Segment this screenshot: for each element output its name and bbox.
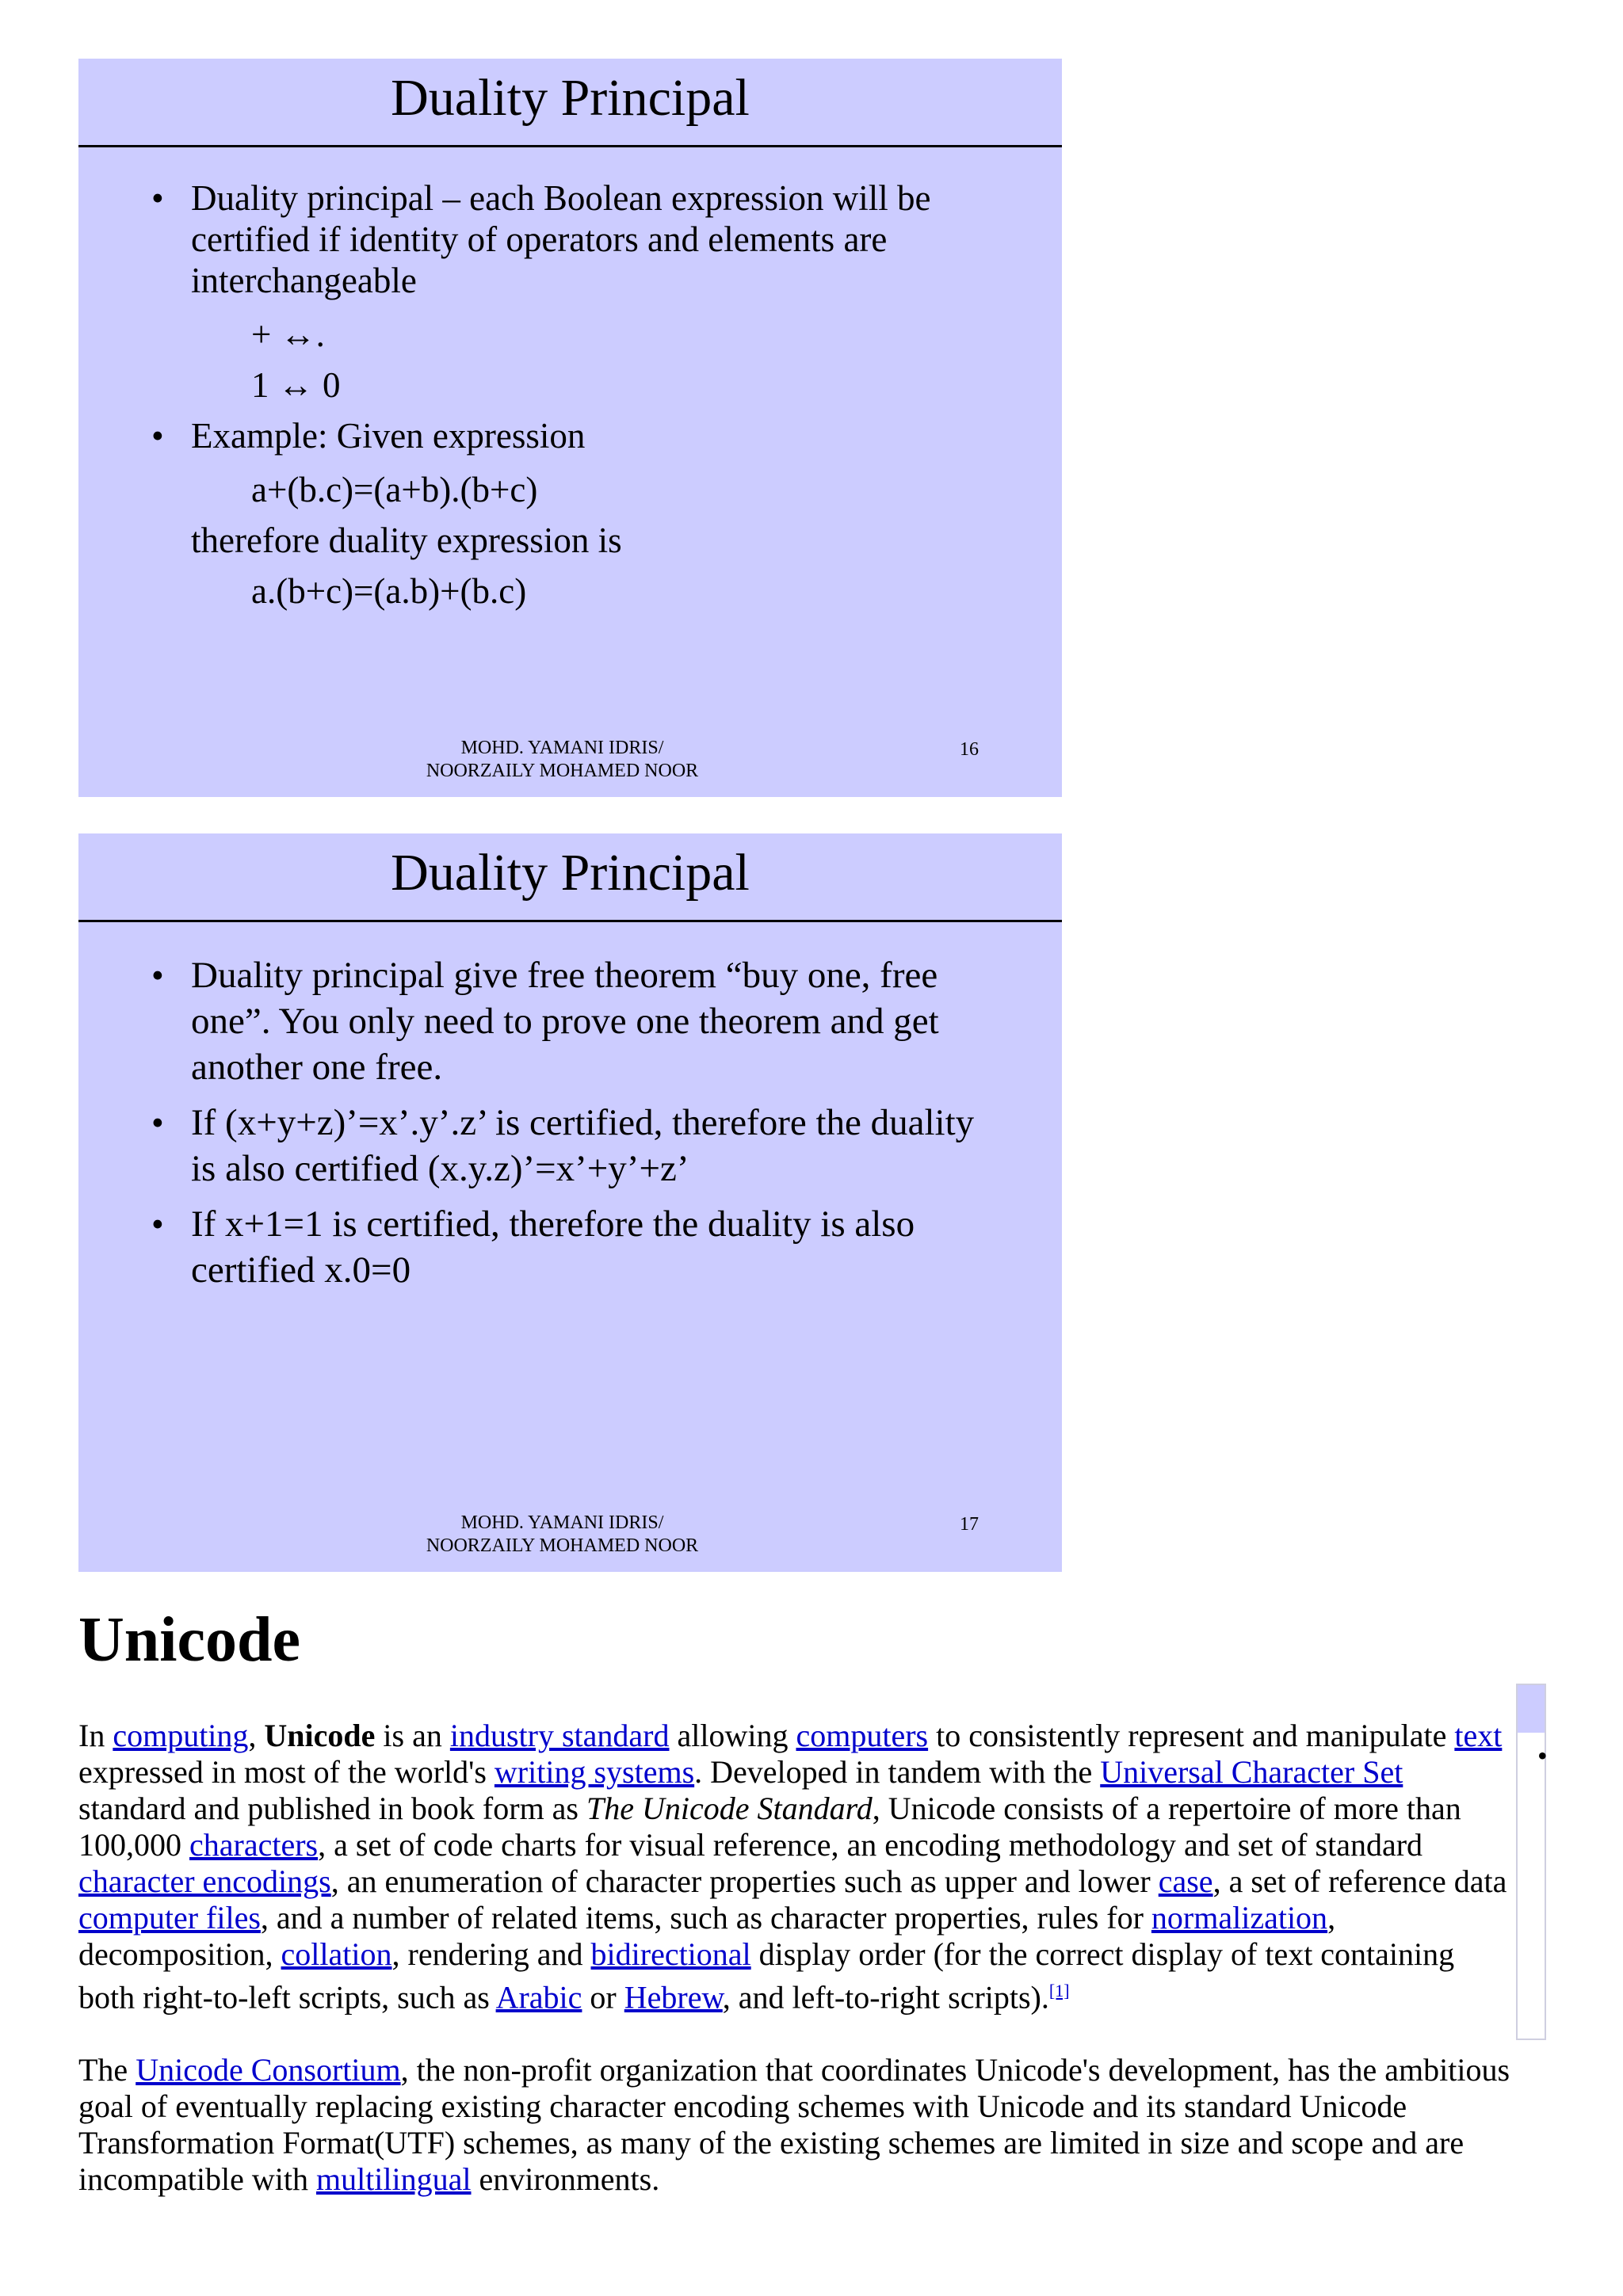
text: , a set of reference data (1212, 1863, 1507, 1899)
dual-expression: a.(b+c)=(a.b)+(b.c) (251, 571, 527, 611)
continuation-text: therefore duality expression is (191, 521, 622, 560)
text: , (248, 1718, 265, 1753)
link-computers[interactable]: computers (796, 1718, 929, 1753)
bullet-icon: • (151, 1103, 164, 1142)
footer-line: NOORZAILY MOHAMED NOOR (426, 1535, 699, 1556)
operator-swap: + ↔. (251, 315, 325, 354)
slide-body (78, 177, 1062, 621)
bullet-text: Duality principal give free theorem “buy one, free one”. You only need to prove one theorem and get another one free. (191, 955, 939, 1088)
text: . Developed in tandem with the (694, 1754, 1101, 1790)
link-universal-character-set[interactable]: Universal Character Set (1100, 1754, 1403, 1790)
link-case[interactable]: case (1158, 1863, 1213, 1899)
slide-17 (78, 833, 1062, 1572)
bullet-text: Example: Given expression (191, 416, 586, 456)
text: or (582, 1979, 624, 2016)
italic-title: The Unicode Standard (586, 1791, 873, 1826)
bullet-icon: • (151, 955, 164, 995)
article-paragraph (78, 2052, 1517, 2198)
slide-footer-author (78, 1512, 1062, 1558)
link-unicode-consortium[interactable]: Unicode Consortium (136, 2052, 401, 2088)
footer-line: NOORZAILY MOHAMED NOOR (426, 761, 699, 781)
slide-title: Duality Principal (78, 833, 1062, 922)
footer-line: MOHD. YAMANI IDRIS/ (460, 738, 664, 758)
link-computer-files[interactable]: computer files (78, 1900, 261, 1936)
text: In (78, 1718, 113, 1753)
text: allowing (669, 1718, 796, 1753)
text: expressed in most of the world's (78, 1754, 495, 1790)
text: The (78, 2052, 136, 2088)
link-hebrew[interactable]: Hebrew (624, 1979, 723, 2016)
text: standard and published in book form as (78, 1791, 586, 1826)
bullet-item (151, 415, 991, 456)
bullet-text: If x+1=1 is certified, therefore the duality is also certified x.0=0 (191, 1203, 915, 1291)
element-swap: 1 ↔ 0 (251, 365, 341, 405)
footer-line: MOHD. YAMANI IDRIS/ (460, 1512, 664, 1533)
text: environments. (471, 2161, 660, 2198)
bullet-item (151, 177, 991, 301)
slide-16 (78, 59, 1062, 797)
expression: a+(b.c)=(a+b).(b+c) (251, 470, 538, 509)
reference-link[interactable]: [1] (1048, 1981, 1070, 2000)
link-writing-systems[interactable]: writing systems (494, 1754, 695, 1790)
bullet-icon: • (1537, 1740, 1548, 1772)
scroll-thumb[interactable] (1518, 1685, 1545, 1733)
link-industry-standard[interactable]: industry standard (449, 1718, 670, 1753)
bullet-text: If (x+y+z)’=x’.y’.z’ is certified, therefore the duality is also certified (x.y.z)’=x’+y’+z’ (191, 1102, 975, 1189)
text: , rendering and (391, 1936, 591, 1972)
bullet-icon: • (151, 416, 164, 456)
link-character-encodings[interactable]: character encodings (78, 1863, 331, 1899)
text: , an enumeration of character properties such as upper and lower (330, 1863, 1159, 1899)
slide-title: Duality Principal (78, 59, 1062, 147)
link-characters[interactable]: characters (189, 1827, 319, 1863)
slide-footer-author (78, 737, 1062, 783)
slide-page-number: 17 (960, 1514, 979, 1535)
link-text[interactable]: text (1454, 1718, 1503, 1753)
text: , and a number of related items, such as character properties, rules for (260, 1900, 1151, 1936)
text: , decomposition, (78, 1900, 1336, 1972)
link-computing[interactable]: computing (113, 1718, 249, 1753)
link-collation[interactable]: collation (281, 1936, 392, 1972)
article-title: Unicode (78, 1605, 300, 1675)
link-bidirectional[interactable]: bidirectional (590, 1936, 751, 1972)
text: , Unicode consists of a repertoire of more than 100,000 (78, 1791, 1461, 1863)
bullet-icon: • (151, 178, 164, 218)
article-paragraph (78, 1718, 1517, 2016)
text: display order (for the correct display of text containing both right-to-left scripts, such as (78, 1936, 1455, 2016)
sidebar-scrollbar[interactable] (1516, 1684, 1546, 2040)
text: to consistently represent and manipulate (928, 1718, 1455, 1753)
link-multilingual[interactable]: multilingual (315, 2161, 472, 2198)
link-arabic[interactable]: Arabic (495, 1979, 582, 2016)
bullet-item (151, 1100, 991, 1192)
text: , and left-to-right scripts). (722, 1979, 1049, 2016)
text: , the non-profit organization that coordinates Unicode's development, has the ambitious goal of eventually replacing existing character encoding schemes with Unicode and its standard Unicode Transformation Format(UTF) schemes, as many of the existing schemes are limited in size and scope and are incompatible with (78, 2052, 1510, 2198)
bullet-text: Duality principal – each Boolean expression will be certified if identity of operators and elements are interchangeable (191, 178, 931, 300)
bullet-item (151, 952, 991, 1090)
text: , a set of code charts for visual reference, an encoding methodology and set of standard (318, 1827, 1423, 1863)
bullet-item (151, 1201, 991, 1293)
bold-term: Unicode (264, 1718, 376, 1753)
slide-page-number: 16 (960, 739, 979, 760)
article-body (78, 1718, 1517, 2234)
bullet-icon: • (151, 1204, 164, 1244)
text: is an (375, 1718, 450, 1753)
link-normalization[interactable]: normalization (1151, 1900, 1328, 1936)
slide-body (78, 952, 1062, 1302)
